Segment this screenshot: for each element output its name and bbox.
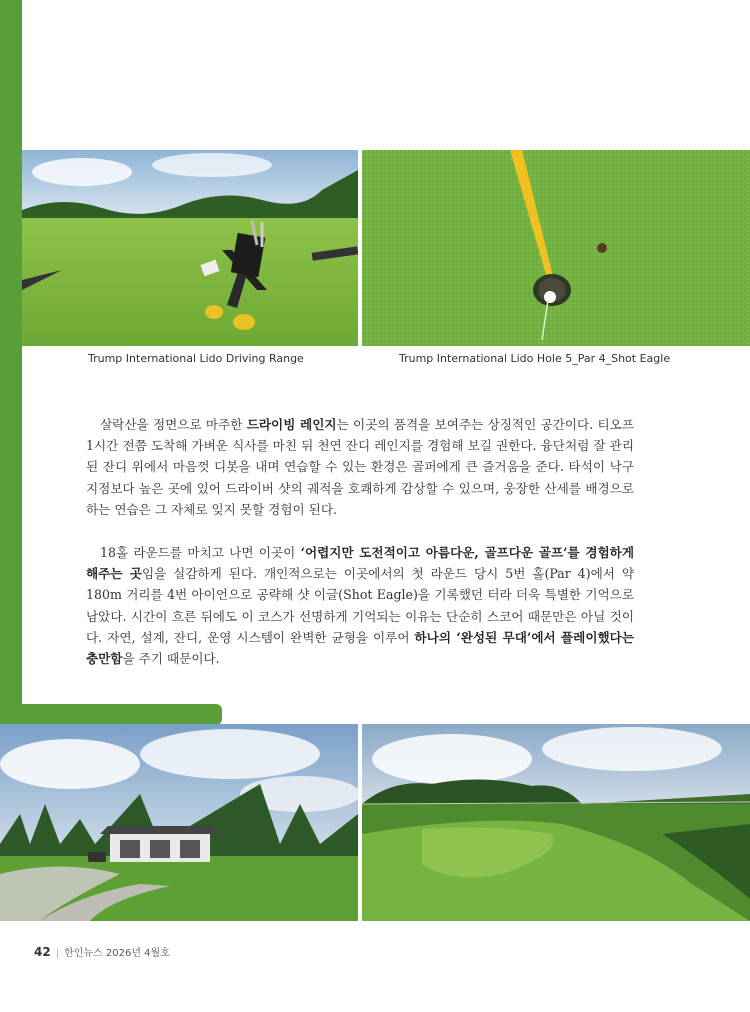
paragraph-2-text-b: 임을 실감하게 된다. 개인적으로는 이곳에서의 첫 라운드 당시 5번 홀(Par 4)에서 약 180m 거리를 4번 아이언으로 공략해 샷 이글(Shot Eagle)을 기록했던 터라 더욱 특별한 기억으로 남았다. 시간이 흐른 뒤에도 이 코스가 선명하게 기억되는 이유는 단순히 스코어 때문만은 아닐 것이다. 자연, 설계, 잔디, 운영 시스템이 완벽한 균형을 이루어 (86, 566, 634, 645)
paragraph-1-bold: 드라이빙 레인지 (246, 417, 337, 432)
photo-caption-left: Trump International Lido Driving Range (88, 352, 304, 365)
driving-range-photo (22, 150, 358, 346)
paragraph-2-bold-b: 하나의 ‘완성된 무대’에서 플레이했다는 충만함 (86, 629, 635, 667)
paragraph-2-text-c: 을 주기 때문이다. (122, 651, 220, 667)
green-accent-tab (0, 704, 222, 725)
paragraph-1 (86, 414, 634, 520)
photo-caption-right: Trump International Lido Hole 5_Par 4_Shot Eagle (399, 352, 671, 365)
paragraph-2 (86, 542, 634, 669)
clubhouse-photo (0, 724, 358, 921)
fairway-photo (362, 724, 750, 921)
page-number: 42 (34, 945, 51, 959)
paragraph-2-text-a: 18홀 라운드를 마치고 나면 이곳이 (100, 545, 301, 560)
green-accent-bar (0, 0, 22, 725)
footer-separator: | (55, 948, 60, 959)
paragraph-2-bold-a: ‘어렵지만 도전적이고 아름다운, 골프다운 골프’를 경험하게 해주는 곳 (86, 545, 634, 582)
hole-with-flag-photo (362, 150, 750, 346)
paragraph-1-text-b: 는 이곳의 품격을 보여주는 상징적인 공간이다. 티오프 1시간 전쯤 도착해 가벼운 식사를 마친 뒤 천연 잔디 레인지를 경험해 보길 권한다. 융단처럼 잘 관리된 잔디 위에서 마음껏 디봇을 내며 연습할 수 있는 환경은 골퍼에게 큰 즐거움을 준다. 타석이 낙구 지점보다 높은 곳에 있어 드라이버 샷의 궤적을 호쾌하게 감상할 수 있으며, 웅장한 산세를 배경으로 하는 연습은 그 자체로 잊지 못할 경험이 된다. (86, 417, 634, 517)
paragraph-1-text-a: 살락산을 정면으로 마주한 (100, 417, 247, 432)
page-footer (34, 944, 170, 959)
publication-name: 한인뉴스 2026년 4월호 (64, 948, 170, 959)
